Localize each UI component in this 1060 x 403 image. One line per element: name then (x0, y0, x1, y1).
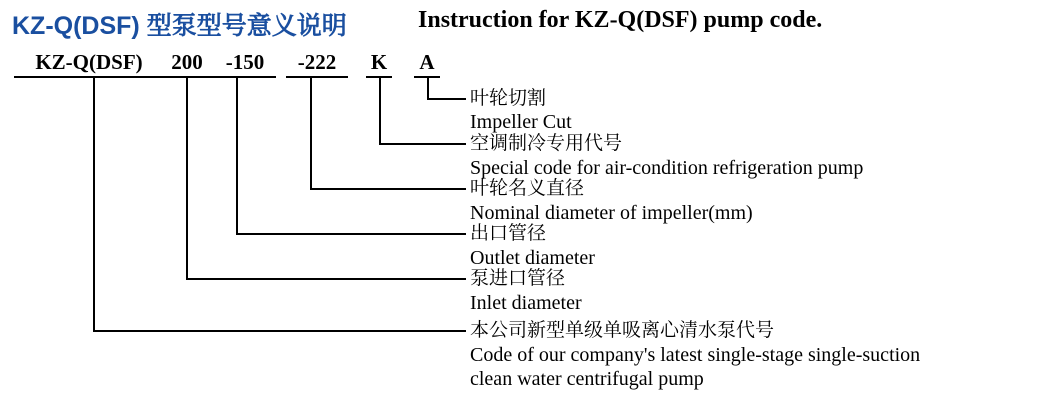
callout-label-cn: 本公司新型单级单吸离心清水泵代号 (470, 320, 775, 341)
callout-label-cn: 叶轮名义直径 (470, 178, 585, 199)
code-segment: A (419, 50, 435, 74)
callout-label-en-line2: clean water centrifugal pump (470, 368, 704, 390)
leader-line-horizontal (236, 233, 466, 235)
code-segment-underline (14, 76, 164, 78)
code-segment: K (370, 50, 388, 74)
code-segment-underline (286, 76, 348, 78)
callout-label-en: Code of our company's latest single-stage single-suction (470, 344, 921, 366)
callout-label-en: Outlet diameter (470, 247, 595, 269)
leader-line-horizontal (379, 143, 466, 145)
code-segment: KZ-Q(DSF) (35, 50, 143, 74)
leader-line-vertical (186, 78, 188, 278)
code-segment: 200 (171, 50, 203, 74)
page-title-cn: KZ-Q(DSF) 型泵型号意义说明 (12, 12, 347, 40)
leader-line-vertical (427, 78, 429, 98)
code-segment: -222 (297, 50, 337, 74)
leader-line-horizontal (186, 278, 466, 280)
leader-line-vertical (93, 78, 95, 330)
leader-line-vertical (379, 78, 381, 143)
callout-label-cn: 泵进口管径 (470, 268, 566, 289)
callout-label-en: Special code for air-condition refrigeration pump (470, 157, 864, 179)
page-title-en: Instruction for KZ-Q(DSF) pump code. (418, 7, 823, 33)
callout-label-en: Inlet diameter (470, 292, 582, 314)
leader-line-horizontal (310, 188, 466, 190)
leader-line-vertical (236, 78, 238, 233)
leader-line-horizontal (93, 330, 466, 332)
callout-label-cn: 叶轮切割 (470, 88, 547, 109)
code-segment-underline (214, 76, 276, 78)
callout-label-cn: 出口管径 (470, 223, 547, 244)
callout-label-cn: 空调制冷专用代号 (470, 133, 623, 154)
code-segment: -150 (225, 50, 265, 74)
callout-label-en: Nominal diameter of impeller(mm) (470, 202, 753, 224)
callout-label-en: Impeller Cut (470, 111, 572, 133)
leader-line-vertical (310, 78, 312, 188)
leader-line-horizontal (427, 98, 466, 100)
